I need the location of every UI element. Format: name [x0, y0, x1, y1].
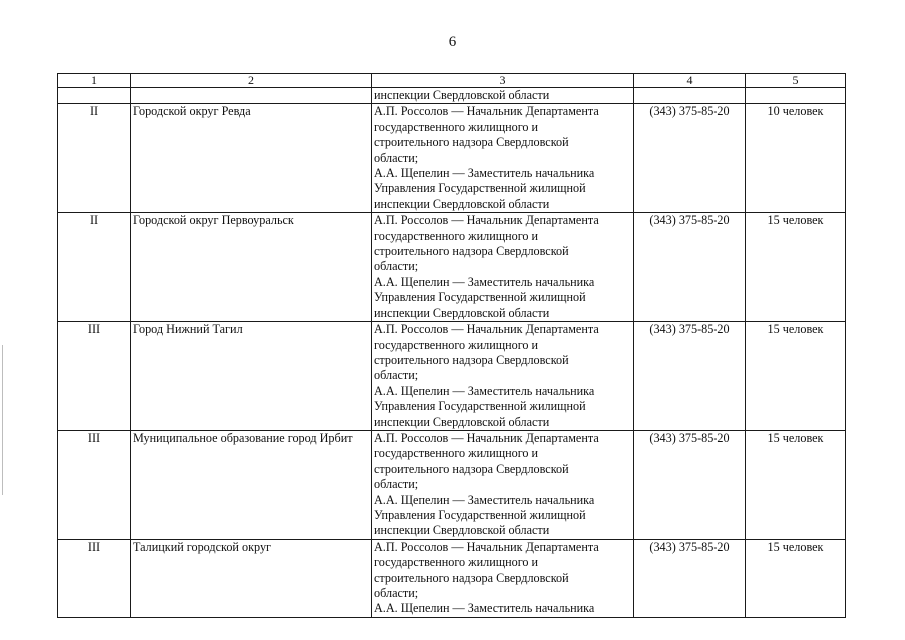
officials-table: [57, 73, 846, 618]
group-cell: III: [58, 322, 131, 431]
official-line: А.П. Россолов — Начальник Департамента: [374, 430, 599, 445]
group-cell: II: [58, 104, 131, 213]
people-count-cell: 10 человек: [746, 104, 846, 213]
group-cell: II: [58, 213, 131, 322]
official-line: строительного надзора Свердловской: [374, 570, 569, 585]
officials-cell: [372, 539, 634, 617]
officials-cell: [372, 213, 634, 322]
phone-cell: (343) 375-85-20: [634, 104, 746, 213]
continuation-cell-2: [131, 88, 372, 104]
official-line: строительного надзора Свердловской: [374, 244, 569, 259]
official-line: области;: [374, 259, 419, 274]
official-line: государственного жилищного и: [374, 119, 539, 134]
official-line: области;: [374, 586, 419, 600]
people-count-cell: 15 человек: [746, 213, 846, 322]
continuation-cell-4: [634, 88, 746, 104]
table-row: [58, 539, 846, 617]
column-number-4: 4: [634, 74, 746, 88]
official-line: строительного надзора Свердловской: [374, 352, 569, 367]
phone-cell: (343) 375-85-20: [634, 322, 746, 431]
column-number-2: 2: [131, 74, 372, 88]
official-line: А.А. Щепелин — Заместитель начальника: [374, 274, 595, 289]
official-line: государственного жилищного и: [374, 337, 539, 352]
scan-edge-mark: [2, 345, 3, 495]
official-line: инспекции Свердловской области: [374, 305, 550, 320]
table-row: [58, 430, 846, 539]
official-line: строительного надзора Свердловской: [374, 135, 569, 150]
continuation-cell-3: инспекции Свердловской области: [372, 88, 634, 104]
municipality-cell: Муниципальное образование город Ирбит: [131, 430, 372, 539]
official-line: Управления Государственной жилищной: [374, 399, 586, 414]
continuation-cell-5: [746, 88, 846, 104]
official-line: А.П. Россолов — Начальник Департамента: [374, 104, 599, 119]
phone-cell: (343) 375-85-20: [634, 213, 746, 322]
official-line: Управления Государственной жилищной: [374, 507, 586, 522]
column-number-5: 5: [746, 74, 846, 88]
group-cell: III: [58, 539, 131, 617]
people-count-cell: 15 человек: [746, 322, 846, 431]
official-line: государственного жилищного и: [374, 228, 539, 243]
column-number-3: 3: [372, 74, 634, 88]
municipality-cell: Городской округ Ревда: [131, 104, 372, 213]
official-line: Управления Государственной жилищной: [374, 181, 586, 196]
municipality-cell: Город Нижний Тагил: [131, 322, 372, 431]
officials-cell: [372, 322, 634, 431]
official-line: инспекции Свердловской области: [374, 414, 550, 429]
continuation-row: [58, 88, 846, 104]
official-line: государственного жилищного и: [374, 555, 539, 570]
people-count-cell: 15 человек: [746, 539, 846, 617]
official-line: А.А. Щепелин — Заместитель начальника: [374, 383, 595, 398]
official-line: строительного надзора Свердловской: [374, 461, 569, 476]
table-row: [58, 104, 846, 213]
table-row: [58, 213, 846, 322]
official-line: Управления Государственной жилищной: [374, 290, 586, 305]
officials-cell: [372, 430, 634, 539]
officials-cell: [372, 104, 634, 213]
official-line: области;: [374, 477, 419, 492]
official-line: А.П. Россолов — Начальник Департамента: [374, 539, 599, 554]
phone-cell: (343) 375-85-20: [634, 539, 746, 617]
column-number-1: 1: [58, 74, 131, 88]
official-line: государственного жилищного и: [374, 446, 539, 461]
official-line: А.П. Россолов — Начальник Департамента: [374, 322, 599, 337]
people-count-cell: 15 человек: [746, 430, 846, 539]
official-line: инспекции Свердловской области: [374, 523, 550, 538]
official-line: области;: [374, 150, 419, 165]
municipality-cell: Городской округ Первоуральск: [131, 213, 372, 322]
official-line: инспекции Свердловской области: [374, 196, 550, 211]
official-line: А.П. Россолов — Начальник Департамента: [374, 213, 599, 228]
group-cell: III: [58, 430, 131, 539]
phone-cell: (343) 375-85-20: [634, 430, 746, 539]
official-line: области;: [374, 368, 419, 383]
official-line: А.А. Щепелин — Заместитель начальника: [374, 166, 595, 181]
official-line: А.А. Щепелин — Заместитель начальника: [374, 492, 595, 507]
column-number-row: [58, 74, 846, 88]
continuation-cell-1: [58, 88, 131, 104]
municipality-cell: Талицкий городской округ: [131, 539, 372, 617]
page-number: 6: [448, 34, 457, 50]
official-line: А.А. Щепелин — Заместитель начальника: [374, 601, 595, 616]
table-row: [58, 322, 846, 431]
